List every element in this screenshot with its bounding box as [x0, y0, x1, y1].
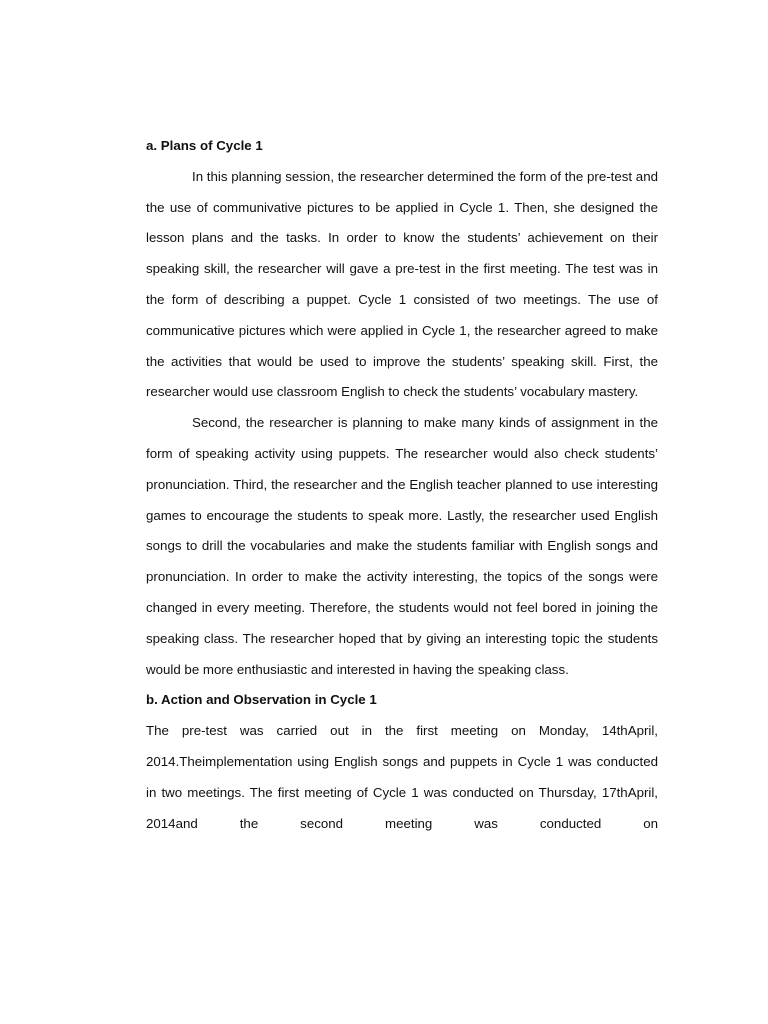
- paragraph-pretest: The pre-test was carried out in the first meeting on Monday, 14thApril, 2014.Theimplementation using English songs and puppets in Cycle 1 was conducted in two meetings. The first meeting of Cycle 1 was conducted on Thursday, 17thApril, 2014and the second meeting was conducted on: [146, 723, 658, 831]
- paragraph-planning-session: In this planning session, the researcher determined the form of the pre-test and the use of communivative pictures to be applied in Cycle 1. Then, she designed the lesson plans and the tasks. In order to know the students’ achievement on their speaking skill, the researcher will gave a pre-test in the first meeting. The test was in the form of describing a puppet. Cycle 1 consisted of two meetings. The use of communicative pictures which were applied in Cycle 1, the researcher agreed to make the activities that would be used to improve the students’ speaking skill. First, the researcher would use classroom English to check the students’ vocabulary mastery.: [146, 168, 658, 400]
- section-heading-plans-cycle-1: a. Plans of Cycle 1: [146, 138, 263, 153]
- section-heading-action-observation: b. Action and Observation in Cycle 1: [146, 692, 377, 708]
- document-body: [146, 131, 658, 839]
- paragraph-planning-second: Second, the researcher is planning to make many kinds of assignment in the form of speaking activity using puppets. The researcher would also check students’ pronunciation. Third, the researcher and the English teacher planned to use interesting games to encourage the students to speak more. Lastly, the researcher used English songs to drill the vocabularies and make the students familiar with English songs and pronunciation. In order to make the activity interesting, the topics of the songs were changed in every meeting. Therefore, the students would not feel bored in joining the speaking class. The researcher hoped that by giving an interesting topic the students would be more enthusiastic and interested in having the speaking class.: [146, 415, 658, 677]
